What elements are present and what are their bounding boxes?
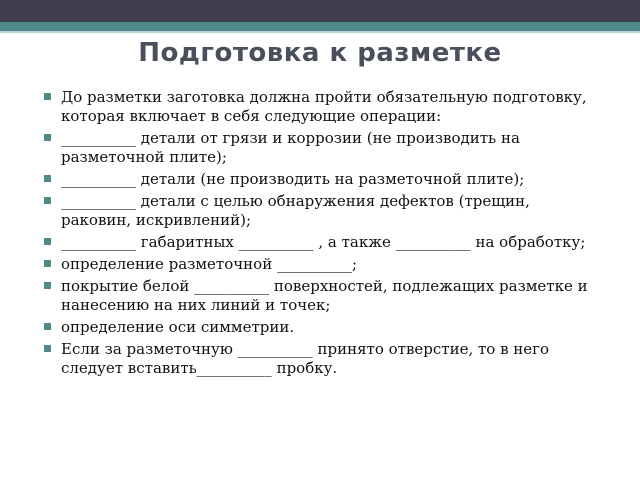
bullet-icon [44,238,51,245]
bullet-icon [44,345,51,352]
bullet-icon [44,282,51,289]
header-band-light [0,31,640,33]
bullet-icon [44,260,51,267]
list-item [44,170,604,189]
list-item [44,277,604,315]
list-item [44,88,604,126]
list-item [44,233,604,252]
list-item-text: До разметки заготовка должна пройти обязательную подготовку, которая включает в себя следующие операции: [61,88,587,125]
bullet-icon [44,197,51,204]
bullet-icon [44,323,51,330]
header-band-teal [0,22,640,31]
bullet-icon [44,93,51,100]
list-item [44,318,604,337]
list-item-text: покрытие белой __________ поверхностей, подлежащих разметке и нанесению на них линий и точек; [61,277,588,314]
list-item-text: __________ детали (не производить на разметочной плите); [61,170,525,188]
bullet-icon [44,134,51,141]
slide-title: Подготовка к разметке [138,38,502,68]
list-item-text: Если за разметочную __________ принято отверстие, то в него следует вставить__________ пробку. [61,340,550,377]
list-item-text: __________ детали с целью обнаружения дефектов (трещин, раковин, искривлений); [61,192,530,229]
header-band-dark [0,0,640,22]
list-item [44,255,604,274]
list-item [44,192,604,230]
bullet-list [44,88,604,381]
list-item-text: __________ габаритных __________ , а также __________ на обработку; [61,233,586,251]
list-item-text: __________ детали от грязи и коррозии (не производить на разметочной плите); [61,129,520,166]
list-item [44,340,604,378]
list-item [44,129,604,167]
list-item-text: определение разметочной __________; [61,255,358,273]
bullet-icon [44,175,51,182]
list-item-text: определение оси симметрии. [61,318,295,336]
